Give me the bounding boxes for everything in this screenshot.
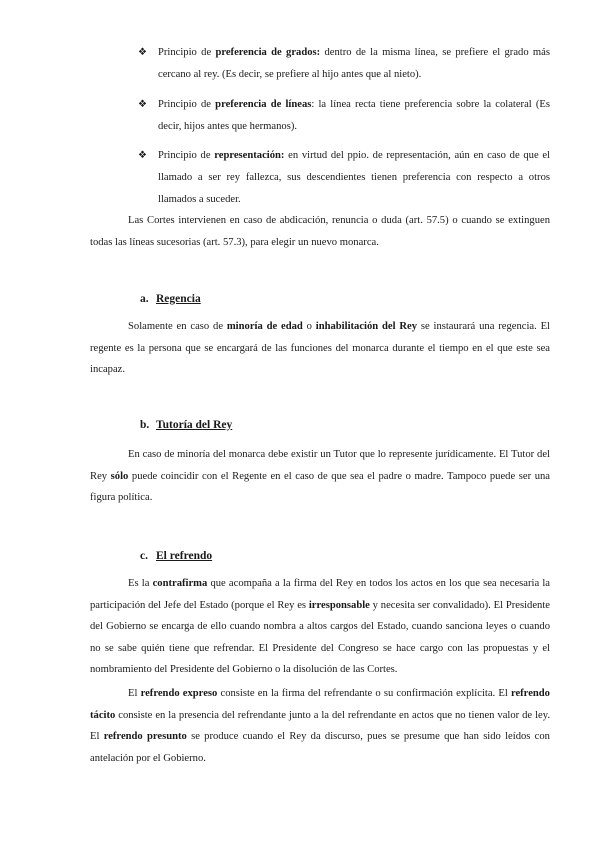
paragraph-refrendo-1: Es la contrafirma que acompaña a la firma del Rey en todos los actos en los que sea necesaria la participación del Jefe del Estado (porque el Rey es irresponsable y necesita ser convalidado). El Presidente del Gobierno se encarga de ello cuando nombra a altos cargos del Estado, cuando sanciona leyes o cuando no se sabe quién tiene que refrendar. El Presidente del Congreso se hace cargo con las propuestas y el nombramiento del Presidente del Gobierno o la disolución de las Cortes. [90, 578, 550, 675]
section-heading-regencia [140, 291, 201, 307]
bullet-representacion [140, 145, 550, 211]
section-title: Tutoría del Rey [156, 419, 233, 431]
diamond-bullet-icon: ❖ [138, 99, 147, 110]
paragraph-regencia: Solamente en caso de minoría de edad o inhabilitación del Rey se instaurará una regencia. El regente es la persona que se encargará de las funciones del monarca durante el tiempo en el que este sea incapaz. [90, 321, 550, 375]
diamond-bullet-icon: ❖ [138, 150, 147, 161]
section-letter: c. [140, 550, 148, 562]
section-heading-tutoria [140, 417, 232, 433]
paragraph-refrendo-2: El refrendo expreso consiste en la firma del refrendante o su confirmación explícita. El refrendo tácito consiste en la presencia del refrendante junto a la del refrendante en actos que no tienen valor de ley. El refrendo presunto se produce cuando el Rey da discurso, pues se presume que han sido leídos con antelación por el Gobierno. [90, 688, 550, 764]
bullet-text: Principio de preferencia de grados: dentro de la misma línea, se prefiere el grado más cercano al rey. (Es decir, se prefiere al hijo antes que al nieto). [158, 47, 550, 80]
section-letter: a. [140, 293, 149, 305]
paragraph-tutoria: En caso de minoría del monarca debe existir un Tutor que lo represente jurídicamente. El Tutor del Rey sólo puede coincidir con el Regente en el caso de que sea el padre o madre. Tampoco puede ser una figura política. [90, 449, 550, 503]
bullet-text: Principio de representación: en virtud del ppio. de representación, aún en caso de que el llamado a ser rey fallezca, sus descendientes tienen preferencia con respecto a otros llamados a suceder. [158, 150, 550, 205]
section-letter: b. [140, 419, 150, 431]
bullet-preferencia-lineas [140, 94, 550, 138]
diamond-bullet-icon: ❖ [138, 47, 147, 58]
section-title: El refrendo [156, 550, 213, 562]
bullet-preferencia-grados [140, 42, 550, 86]
section-title: Regencia [156, 293, 201, 305]
paragraph-cortes: Las Cortes intervienen en caso de abdicación, renuncia o duda (art. 57.5) o cuando se extinguen todas las líneas sucesorias (art. 57.3), para elegir un nuevo monarca. [90, 215, 550, 248]
bullet-text: Principio de preferencia de líneas: la línea recta tiene preferencia sobre la colateral (Es decir, hijos antes que hermanos). [158, 99, 550, 132]
section-heading-refrendo [140, 548, 212, 564]
